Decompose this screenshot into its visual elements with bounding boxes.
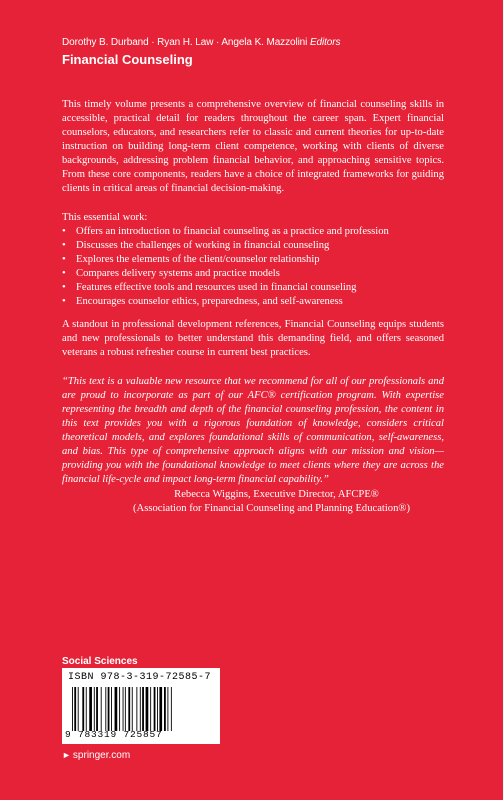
barcode-bar — [78, 687, 79, 731]
barcode-bar — [159, 687, 162, 731]
barcode-bar — [105, 687, 106, 731]
book-title: Financial Counseling — [62, 52, 193, 67]
list-item: • Explores the elements of the client/counselor relationship — [62, 253, 452, 267]
barcode-bar — [150, 687, 151, 731]
barcode-bar — [115, 687, 118, 731]
list-item: • Offers an introduction to financial counseling as a practice and profession — [62, 225, 452, 239]
barcode-bars — [72, 687, 212, 731]
feature-list — [62, 225, 452, 309]
barcode-bar — [154, 687, 156, 731]
barcode-bar — [140, 687, 141, 731]
barcode-bar — [157, 687, 158, 731]
barcode-bar — [82, 687, 84, 731]
barcode-bar — [96, 687, 98, 731]
editors-label: Editors — [309, 37, 341, 48]
list-item: • Encourages counselor ethics, preparedness, and self-awareness — [62, 295, 452, 309]
quote-attribution-name: Rebecca Wiggins, Executive Director, AFCPE® — [174, 489, 379, 500]
barcode-bar — [74, 687, 76, 731]
quote-attribution-org: (Association for Financial Counseling and Planning Education®) — [133, 503, 410, 514]
barcode-bar — [171, 687, 172, 731]
barcode-bar — [136, 687, 137, 731]
barcode-bar — [123, 687, 124, 731]
website-label: springer.com — [72, 750, 131, 761]
standout-paragraph: A standout in professional development references, Financial Counseling equips students and new professionals to better understand this demanding field, and offers seasoned veterans a robust refresher course in current best practices. — [62, 319, 444, 358]
website-link[interactable] — [62, 750, 130, 761]
list-item: • Compares delivery systems and practice models — [62, 267, 452, 281]
list-item: • Discusses the challenges of working in financial counseling — [62, 239, 452, 253]
arrow-right-icon: ► — [62, 750, 71, 760]
barcode-bar — [94, 687, 95, 731]
essential-label: This essential work: — [62, 212, 148, 223]
endorsement-quote: “This text is a valuable new resource that we recommend for all of our professionals and are proud to incorporate as part of our AFC® certification program. With expertise representing the breadth and depth of the financial counseling profession, the content in this text provides you with a rigorous foundation of knowledge, considers critical theoretical models, and explores foundational skills of communication, self-awareness, and bias. This type of comprehensive approach aligns with our mission and vision—providing you with the foundational knowledge to meet clients where they are across the financial life-cycle and impact long-term financial capability.” — [62, 376, 444, 485]
barcode-bar — [125, 687, 126, 731]
barcode-bar — [89, 687, 92, 731]
barcode-bar — [108, 687, 110, 731]
barcode-bar — [119, 687, 120, 731]
barcode-bar — [167, 687, 168, 731]
intro-paragraph: This timely volume presents a comprehensive overview of financial counseling skills in accessible, practical detail for readers throughout the career span. Expert financial counselors, educators, and researchers refer to classic and current theories for up-to-date instruction on building long-term client competence, working with clients of diverse backgrounds, addressing problem financial behavior, and approaching sensitive topics. From these core components, readers have a choice of integrated frameworks for guiding clients in critical areas of financial decision-making. — [62, 99, 444, 194]
barcode-digits: 9 783319 725857 — [65, 729, 163, 740]
barcode-bar — [142, 687, 144, 731]
barcode-bar — [86, 687, 87, 731]
barcode-bar — [164, 687, 166, 731]
barcode-bar — [128, 687, 130, 731]
authors-names: Dorothy B. Durband · Ryan H. Law · Angela K. Mazzolini — [62, 37, 308, 48]
barcode-bar — [72, 687, 73, 731]
barcode-bar — [132, 687, 133, 731]
isbn-text: ISBN 978-3-319-72585-7 — [68, 672, 212, 683]
barcode-bar — [111, 687, 112, 731]
barcode-bar — [101, 687, 102, 731]
list-item: • Features effective tools and resources used in financial counseling — [62, 281, 452, 295]
isbn-barcode — [62, 668, 220, 744]
barcode-bar — [146, 687, 149, 731]
category-label: Social Sciences — [62, 656, 138, 667]
authors-line — [62, 37, 340, 48]
